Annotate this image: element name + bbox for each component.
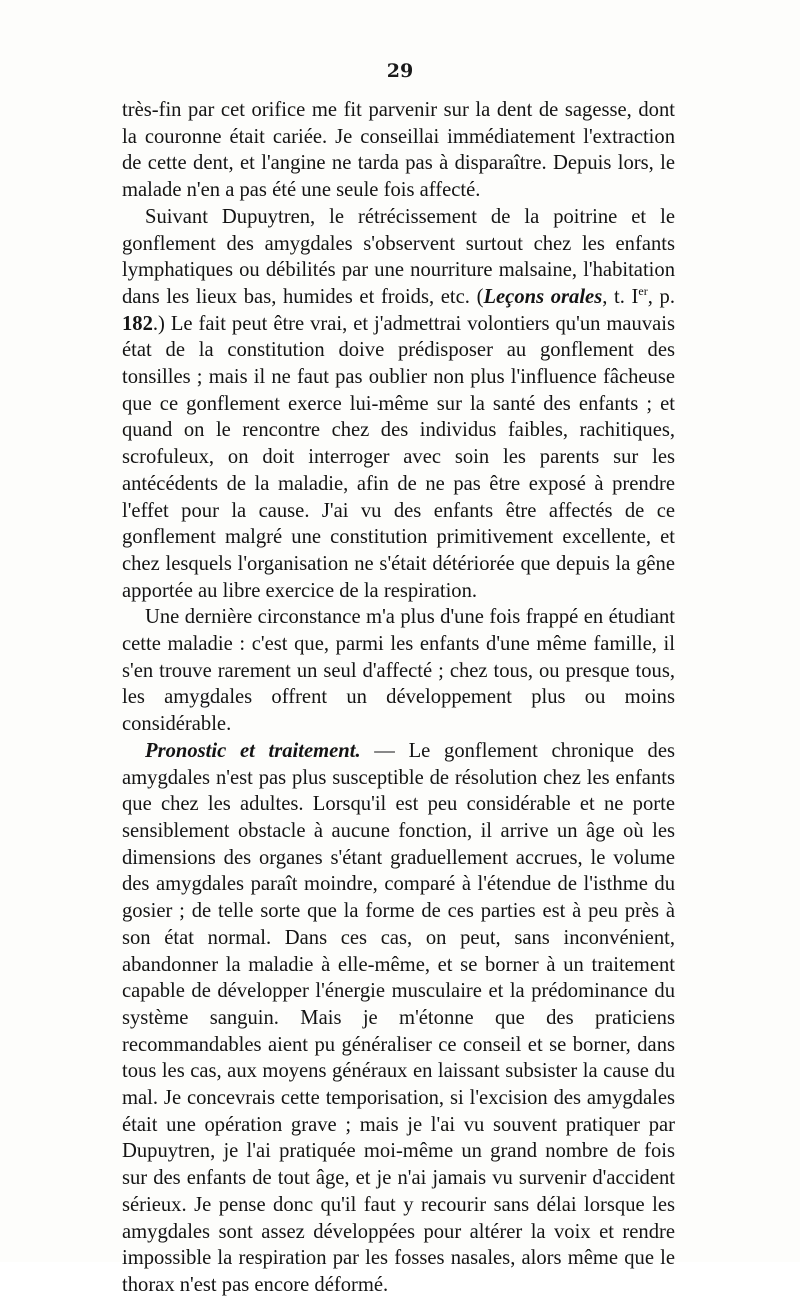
section-heading: Pronostic et traitement. (145, 739, 361, 762)
reference-page: 182 (122, 312, 153, 335)
page-number: 29 (386, 60, 414, 82)
paragraph-2 (122, 204, 675, 605)
body-text (122, 97, 675, 1299)
reference-title: Leçons orales (483, 285, 603, 308)
reference-volume: , t. I (602, 285, 639, 308)
paragraph-3: Une dernière circonstance m'a plus d'une fois frappé en étudiant cette maladie : c'est que, parmi les enfants d'une même famille, il s'en trouve rarement un seul d'affecté ; chez tous, ou presque tous, les amygdales offrent un développement plus ou moins considérable. (122, 606, 675, 736)
paragraph-2-text-b: .) Le fait peut être vrai, et j'admettrai volontiers qu'un mauvais état de la constitution doive prédisposer au gonflement des tonsilles ; mais il ne faut pas oublier non plus l'influence fâcheuse que ce gonflement exerce lui-même sur la santé des enfants ; et quand on le rencontre chez des individus faibles, rachitiques, scrofuleux, on doit interroger avec soin les parents sur les antécédents de la maladie, afin de ne pas être exposé à prendre l'effet pour la cause. J'ai vu des enfants être affectés de ce gonflement malgré une constitution primitivement excellente, et chez lesquels l'organisation ne s'était détériorée que depuis la gêne apportée au libre exercice de la respiration. (122, 312, 675, 602)
reference-volume-sup: er (638, 284, 648, 299)
paragraph-4-text: — Le gonflement chronique des amygdales n'est pas plus susceptible de résolution chez les enfants que chez les adultes. Lorsqu'il est peu considérable et ne porte sensiblement obstacle à aucune fonction, il arrive un âge où les dimensions des organes s'étant graduellement accrues, le volume des amygdales paraît moindre, comparé à l'étendue de l'isthme du gosier ; de telle sorte que la forme de ces parties est à peu près à son état normal. Dans ces cas, on peut, sans inconvénient, abandonner la maladie à elle-même, et se borner à un traitement capable de développer l'énergie musculaire et la prédominance du système sanguin. Mais je m'étonne que des praticiens recommandables aient pu généraliser ce conseil et se borner, dans tous les cas, aux moyens généraux en laissant subsister la cause du mal. Je concevrais cette temporisation, si l'excision des amygdales était une opération grave ; mais je l'ai vu souvent pratiquer par Dupuytren, je l'ai pratiquée moi-même un grand nombre de fois sur des enfants de tout âge, et je n'ai jamais vu survenir d'accident sérieux. Je pense donc qu'il faut y recourir sans délai lorsque les amygdales sont assez développées pour altérer la voix et rendre impossible la respiration par les fosses nasales, alors même que le thorax n'est pas encore déformé. (122, 739, 676, 1296)
paragraph-2-text-a: Suivant Dupuytren, le rétrécissement de la poitrine et le gonflement des amygdales s'observent surtout chez les enfants lymphatiques ou débilités par une nourriture malsaine, l'habitation dans les lieux bas, humides et froids, etc. ( (122, 205, 675, 308)
paragraph-4 (122, 738, 675, 1299)
reference-page-prefix: , p. (647, 285, 675, 308)
paragraph-1: très-fin par cet orifice me fit parvenir sur la dent de sagesse, dont la couronne était cariée. Je conseillai immédiatement l'extraction de cette dent, et l'angine ne tarda pas à disparaître. Depuis lors, le malade n'en a pas été une seule fois affecté. (122, 99, 675, 202)
